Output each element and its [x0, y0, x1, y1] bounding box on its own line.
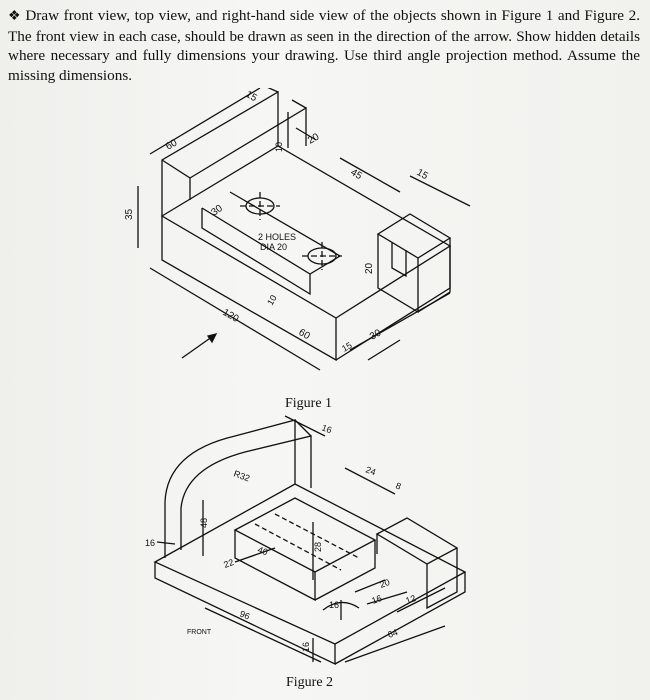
dim-35: 35: [124, 208, 135, 220]
dim-20: 20: [306, 131, 322, 147]
holes-label-line1: 2 HOLES: [258, 232, 297, 242]
dim-48: 48: [199, 517, 209, 528]
dim-15-top: 15: [243, 89, 259, 105]
front-label: FRONT: [187, 629, 212, 636]
figure-1-caption: Figure 1: [285, 396, 333, 411]
dim-28: 28: [313, 541, 323, 552]
instructions-paragraph: [8, 6, 640, 85]
dim-60-bottom: 60: [296, 327, 312, 343]
figure-2-drawing: [145, 412, 485, 672]
dim-16-mid: 16: [329, 600, 340, 610]
dim-16-left: 16: [145, 538, 156, 548]
dim-16-top: 16: [320, 422, 334, 436]
dim-64: 64: [386, 627, 400, 640]
dim-30-left: 30: [209, 203, 225, 219]
dim-22: 22: [222, 557, 236, 570]
dim-45: 45: [348, 167, 364, 183]
dim-10-a: 10: [274, 141, 284, 152]
dim-20-vert: 20: [364, 262, 375, 274]
dim-16-bottom: 16: [301, 641, 311, 652]
figure-1-drawing: [110, 88, 490, 388]
figure-2-caption: Figure 2: [286, 675, 334, 690]
dim-12: 12: [404, 593, 418, 606]
dim-60: 60: [164, 137, 180, 153]
holes-label-line2: DIA 20: [260, 242, 288, 252]
dim-24: 24: [364, 464, 378, 478]
dim-30-bottom: 30: [368, 327, 384, 343]
dim-15-right: 15: [414, 167, 430, 183]
dim-96: 96: [238, 608, 252, 622]
dim-16-right: 16: [370, 593, 384, 606]
dim-r32: R32: [232, 468, 252, 484]
instructions-text: Draw front view, top view, and right-hand side view of the objects shown in Figure 1 and Figure 2. The front view in each case, should be drawn as seen in the direction of the arrow. Show hidden details where necessary and fully dimensions your drawing. Use third angle projection method. Assume the missing dimensions.: [8, 7, 640, 84]
dim-40: 40: [256, 544, 270, 558]
dim-20: 20: [378, 577, 392, 590]
dim-8: 8: [394, 480, 403, 492]
bullet-icon: ❖: [8, 9, 22, 24]
dim-10-b: 10: [265, 293, 279, 307]
dim-120: 120: [220, 307, 241, 325]
dim-15-bottom: 15: [340, 340, 354, 354]
